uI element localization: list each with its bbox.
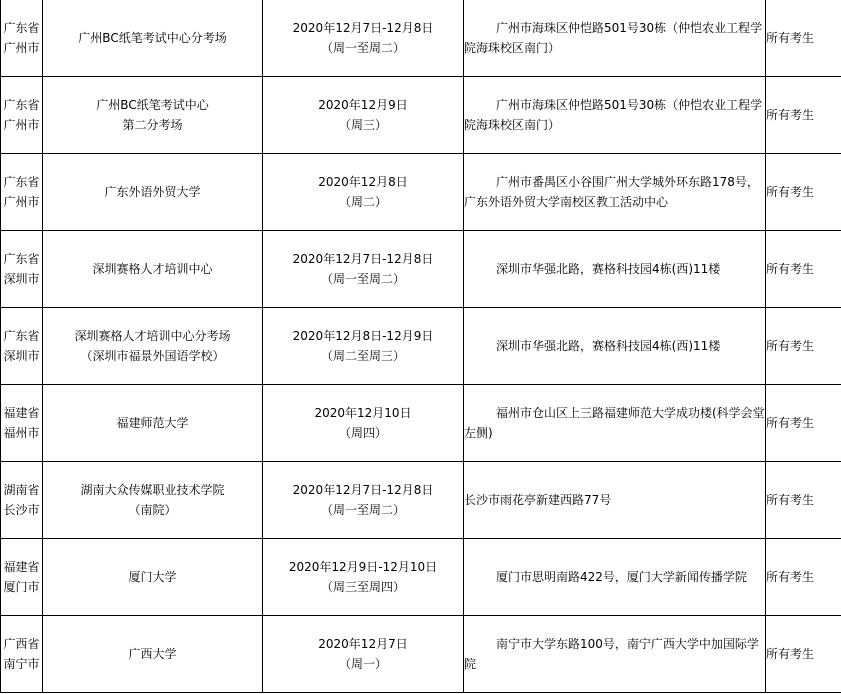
weekday-range: （周一） <box>338 657 387 671</box>
venue-cell <box>43 616 263 693</box>
date-cell <box>263 385 464 462</box>
address-cell <box>464 77 766 154</box>
eligible-text: 所有考生 <box>766 339 815 353</box>
venue-line: （深圳市福景外国语学校） <box>80 349 225 363</box>
region-cell <box>1 616 43 693</box>
eligible-text: 所有考生 <box>766 108 815 122</box>
address-text: 深圳市华强北路，赛格科技园4栋(西)11楼 <box>496 339 721 353</box>
venue-cell <box>43 539 263 616</box>
weekday-range: （周三至周四） <box>320 580 405 594</box>
table-row <box>1 154 841 231</box>
venue-line: 第二分考场 <box>122 118 183 132</box>
region-cell <box>1 462 43 539</box>
region-text: 广东省广州市 <box>3 175 40 209</box>
region-cell <box>1 0 43 77</box>
region-text: 广东省广州市 <box>3 21 40 55</box>
weekday-range: （周三） <box>338 118 387 132</box>
table-row <box>1 231 841 308</box>
region-cell <box>1 154 43 231</box>
address-text: 广州市海珠区仲恺路501号30栋（仲恺农业工程学院海珠校区南门） <box>464 21 763 55</box>
address-cell <box>464 385 766 462</box>
venue-cell <box>43 462 263 539</box>
address-cell <box>464 154 766 231</box>
table-row <box>1 539 841 616</box>
table-row <box>1 462 841 539</box>
eligible-text: 所有考生 <box>766 416 815 430</box>
table-row <box>1 77 841 154</box>
address-text: 广州市海珠区仲恺路501号30栋（仲恺农业工程学院海珠校区南门） <box>464 98 763 132</box>
venue-cell <box>43 231 263 308</box>
date-range: 2020年12月7日-12月8日 <box>292 252 434 266</box>
weekday-range: （周二） <box>338 195 387 209</box>
venue-line: 厦门大学 <box>128 570 177 584</box>
date-cell <box>263 308 464 385</box>
eligible-text: 所有考生 <box>766 570 815 584</box>
region-text: 福建省厦门市 <box>3 560 40 594</box>
venue-line: 广州BC纸笔考试中心分考场 <box>78 31 227 45</box>
date-range: 2020年12月8日-12月9日 <box>292 329 434 343</box>
table-row <box>1 385 841 462</box>
date-cell <box>263 539 464 616</box>
eligible-cell <box>766 308 841 385</box>
venue-line: 湖南大众传媒职业技术学院 <box>80 483 225 497</box>
region-cell <box>1 77 43 154</box>
eligible-cell <box>766 539 841 616</box>
eligible-text: 所有考生 <box>766 493 815 507</box>
date-cell <box>263 0 464 77</box>
region-cell <box>1 539 43 616</box>
date-range: 2020年12月9日-12月10日 <box>288 560 438 574</box>
eligible-text: 所有考生 <box>766 31 815 45</box>
address-cell <box>464 231 766 308</box>
date-range: 2020年12月8日 <box>318 175 408 189</box>
eligible-cell <box>766 154 841 231</box>
table-row <box>1 616 841 693</box>
address-text: 广州市番禺区小谷围广州大学城外环东路178号，广东外语外贸大学南校区教工活动中心 <box>464 175 759 209</box>
address-text: 厦门市思明南路422号，厦门大学新闻传播学院 <box>496 570 747 584</box>
venue-line: 深圳赛格人才培训中心 <box>92 262 213 276</box>
weekday-range: （周一至周二） <box>320 41 405 55</box>
region-cell <box>1 308 43 385</box>
venue-line: （南院） <box>128 503 177 517</box>
eligible-cell <box>766 231 841 308</box>
region-cell <box>1 385 43 462</box>
venue-line: 广西大学 <box>128 647 177 661</box>
region-cell <box>1 231 43 308</box>
venue-line: 福建师范大学 <box>116 416 189 430</box>
date-cell <box>263 77 464 154</box>
address-text: 南宁市大学东路100号，南宁广西大学中加国际学院 <box>464 637 759 671</box>
region-text: 福建省福州市 <box>3 406 40 440</box>
venue-cell <box>43 385 263 462</box>
venue-line: 广州BC纸笔考试中心 <box>96 98 209 112</box>
date-range: 2020年12月7日-12月8日 <box>292 21 434 35</box>
eligible-cell <box>766 0 841 77</box>
venue-cell <box>43 0 263 77</box>
eligible-cell <box>766 385 841 462</box>
address-text: 深圳市华强北路，赛格科技园4栋(西)11楼 <box>496 262 721 276</box>
date-range: 2020年12月7日-12月8日 <box>292 483 434 497</box>
venue-cell <box>43 77 263 154</box>
date-range: 2020年12月7日 <box>318 637 408 651</box>
table-row <box>1 308 841 385</box>
region-text: 广西省南宁市 <box>3 637 40 671</box>
date-cell <box>263 231 464 308</box>
eligible-cell <box>766 616 841 693</box>
address-cell <box>464 308 766 385</box>
address-text: 长沙市雨花亭新建西路77号 <box>464 493 612 507</box>
venue-cell <box>43 308 263 385</box>
eligible-cell <box>766 77 841 154</box>
eligible-cell <box>766 462 841 539</box>
weekday-range: （周一至周二） <box>320 503 405 517</box>
table-row <box>1 0 841 77</box>
venue-cell <box>43 154 263 231</box>
date-range: 2020年12月10日 <box>314 406 412 420</box>
eligible-text: 所有考生 <box>766 262 815 276</box>
weekday-range: （周一至周二） <box>320 272 405 286</box>
address-cell <box>464 539 766 616</box>
region-text: 湖南省长沙市 <box>3 483 40 517</box>
date-range: 2020年12月9日 <box>318 98 408 112</box>
eligible-text: 所有考生 <box>766 647 815 661</box>
region-text: 广东省深圳市 <box>3 252 40 286</box>
weekday-range: （周四） <box>338 426 387 440</box>
region-text: 广东省广州市 <box>3 98 40 132</box>
venue-line: 深圳赛格人才培训中心分考场 <box>74 329 231 343</box>
weekday-range: （周二至周三） <box>320 349 405 363</box>
eligible-text: 所有考生 <box>766 185 815 199</box>
address-cell <box>464 616 766 693</box>
venue-line: 广东外语外贸大学 <box>104 185 201 199</box>
address-cell <box>464 0 766 77</box>
date-cell <box>263 462 464 539</box>
region-text: 广东省深圳市 <box>3 329 40 363</box>
exam-venue-table-body <box>1 0 841 693</box>
address-text: 福州市仓山区上三路福建师范大学成功楼(科学会堂左侧) <box>464 406 765 440</box>
date-cell <box>263 616 464 693</box>
address-cell <box>464 462 766 539</box>
date-cell <box>263 154 464 231</box>
